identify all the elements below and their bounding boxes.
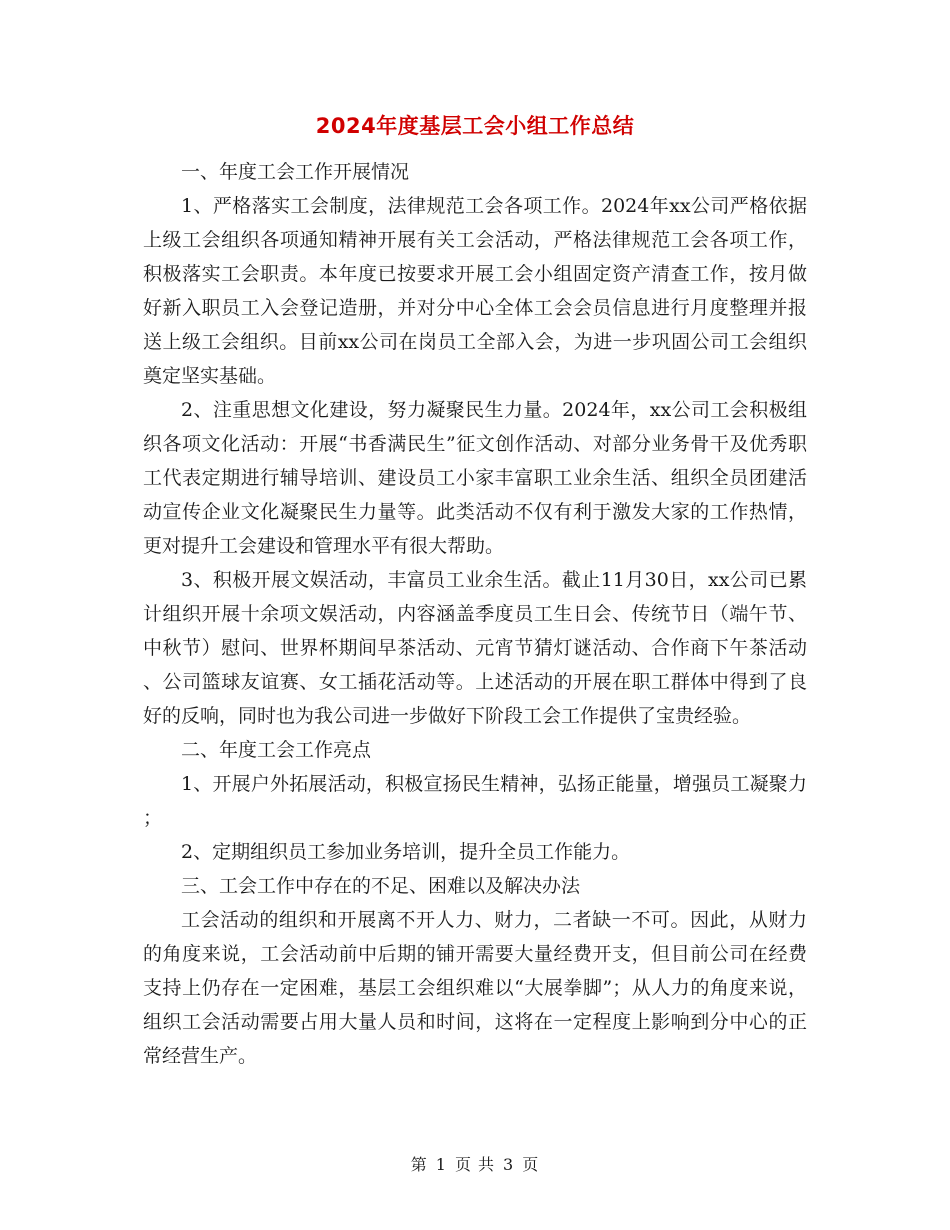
footer-mid: 页 共 bbox=[454, 1155, 496, 1174]
section-heading-3: 三、工会工作中存在的不足、困难以及解决办法 bbox=[181, 875, 581, 897]
document-title: 2024年度基层工会小组工作总结 bbox=[315, 114, 635, 138]
page-footer bbox=[0, 1152, 950, 1175]
document-body bbox=[143, 155, 807, 1073]
paragraph-2: 2、注重思想文化建设，努力凝聚民生力量。2024年，xx公司工会积极组织各项文化活动：开展“书香满民生”征文创作活动、对部分业务骨干及优秀职工代表定期进行辅导培训、建设员工小家丰富职工业余生活、组织全员团建活动宣传企业文化凝聚民生力量等。此类活动不仅有利于激发大家的工作热情，更对提升工会建设和管理水平有很大帮助。 bbox=[143, 399, 807, 557]
paragraph-1: 1、严格落实工会制度，法律规范工会各项工作。2024年xx公司严格依据上级工会组织各项通知精神开展有关工会活动，严格法律规范工会各项工作，积极落实工会职责。本年度已按要求开展工会小组固定资产清查工作，按月做好新入职员工入会登记造册，并对分中心全体工会会员信息进行月度整理并报送上级工会组织。目前xx公司在岗员工全部入会，为进一步巩固公司工会组织奠定坚实基础。 bbox=[143, 195, 807, 387]
paragraph-5: 2、定期组织员工参加业务培训，提升全员工作能力。 bbox=[181, 841, 631, 863]
footer-total-pages: 3 bbox=[503, 1155, 515, 1174]
paragraph-4: 1、开展户外拓展活动，积极宣扬民生精神，弘扬正能量，增强员工凝聚力； bbox=[143, 773, 807, 829]
paragraph-3: 3、积极开展文娱活动，丰富员工业余生活。截止11月30日，xx公司已累计组织开展十余项文娱活动，内容涵盖季度员工生日会、传统节日（端午节、中秋节）慰问、世界杯期间早茶活动、元宵节猜灯谜活动、合作商下午茶活动、公司篮球友谊赛、女工插花活动等。上述活动的开展在职工群体中得到了良好的反响，同时也为我公司进一步做好下阶段工会工作提供了宝贵经验。 bbox=[143, 569, 807, 727]
paragraph-6: 工会活动的组织和开展离不开人力、财力，二者缺一不可。因此，从财力的角度来说，工会活动前中后期的铺开需要大量经费开支，但目前公司在经费支持上仍存在一定困难，基层工会组织难以“大展拳脚”；从人力的角度来说，组织工会活动需要占用大量人员和时间，这将在一定程度上影响到分中心的正常经营生产。 bbox=[143, 909, 807, 1067]
footer-prefix: 第 bbox=[410, 1155, 428, 1174]
footer-page-number: 1 bbox=[435, 1155, 447, 1174]
section-heading-1: 一、年度工会工作开展情况 bbox=[181, 161, 410, 183]
section-heading-2: 二、年度工会工作亮点 bbox=[181, 739, 372, 761]
footer-suffix: 页 bbox=[522, 1155, 540, 1174]
